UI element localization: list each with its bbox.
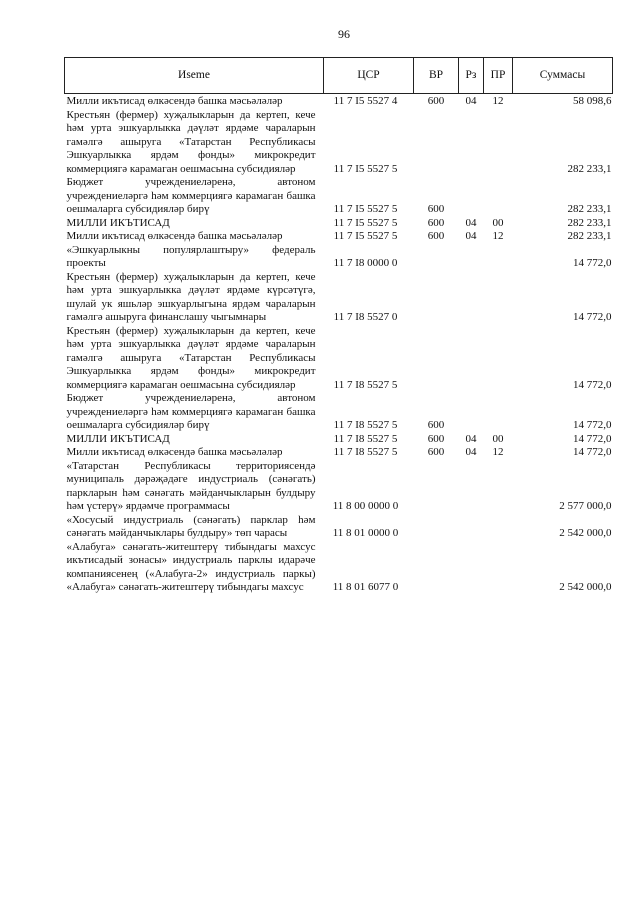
row-vr: 600	[427, 446, 445, 458]
table-row	[65, 217, 613, 231]
row-csr: 11 7 I8 5527 5	[333, 432, 398, 445]
row-name: «Хосусый индустриаль (сәнәгать) парклар һәм сәнәгать мәйданчыклары булдыру» төп чарасы	[66, 513, 316, 539]
row-pr: 12	[492, 446, 504, 458]
row-pr: 12	[492, 95, 504, 107]
row-name: Милли икътисад өлкәсендә башка мәсьәләләр	[66, 230, 283, 242]
row-vr: 600	[427, 230, 445, 242]
row-pr	[484, 460, 513, 514]
table-row	[65, 541, 613, 595]
row-name: Крестьян (фермер) хуҗалыкларын да кертеп, кече һәм урта эшкуарлыкка дәүләт ярдәме күрсәтүгә, шулай ук яшьләр эшкуарлыгына ярдәм чараларын гамәлгә ашыруга финанслашу чыгымнары	[66, 270, 316, 323]
row-rz	[459, 392, 484, 433]
row-csr: 11 8 00 0000 0	[332, 500, 399, 512]
row-name: Бюджет учреждениеләренә, автоном учреждениеләргә һәм коммерциягә карамаган башка оешмаларга субсидияләр бирү	[66, 392, 316, 431]
row-pr	[484, 541, 513, 595]
row-sum: 14 772,0	[573, 311, 612, 323]
row-name: «Эшкуарлыкны популярлаштыру» федераль проекты	[66, 243, 316, 269]
row-name: Бюджет учреждениеләренә, автоном учреждениеләргә һәм коммерциягә карамаган башка оешмаларга субсидияләр бирү	[66, 176, 316, 215]
header-pr: ПР	[484, 58, 513, 94]
row-name: Милли икътисад өлкәсендә башка мәсьәләләр	[66, 446, 283, 458]
row-csr: 11 7 I8 5527 5	[333, 419, 398, 431]
row-sum: 282 233,1	[567, 162, 612, 175]
row-pr	[484, 244, 513, 271]
table-row	[65, 94, 613, 109]
row-rz: 04	[465, 432, 477, 445]
table-row	[65, 244, 613, 271]
table-row	[65, 433, 613, 447]
row-pr	[484, 271, 513, 325]
table-row	[65, 392, 613, 433]
row-sum: 14 772,0	[573, 378, 612, 391]
table-row	[65, 271, 613, 325]
row-sum: 2 542 000,0	[559, 581, 612, 593]
row-csr: 11 7 I8 5527 5	[333, 446, 398, 458]
table-row	[65, 230, 613, 244]
table-row	[65, 460, 613, 514]
row-pr	[484, 514, 513, 541]
row-sum: 2 542 000,0	[559, 527, 612, 539]
row-rz	[459, 109, 484, 177]
row-name: Крестьян (фермер) хуҗалыкларын да кертеп, кече һәм урта эшкуарлыкка дәүләт ярдәме чараларын гамәлгә ашыруга «Татарстан Республикасы Эшкуарлыкка ярдәм фонды» микрокредит коммерциягә карамаган оешмасына субсидияләр	[66, 108, 316, 175]
row-rz	[459, 176, 484, 217]
row-name: «Татарстан Республикасы территориясендә муниципаль дәрәҗәдәге индустриаль (сәнәгать) паркларын һәм сәнәгать мәйданчыкларын булдыру һәм үстерү» ярдәмче программасы	[66, 459, 316, 512]
row-csr: 11 8 01 6077 0	[332, 581, 399, 593]
row-sum: 282 233,1	[567, 230, 612, 242]
row-csr: 11 7 I8 0000 0	[333, 257, 398, 269]
row-sum: 14 772,0	[573, 257, 612, 269]
row-rz: 04	[465, 95, 477, 107]
row-rz: 04	[465, 446, 477, 458]
row-csr: 11 7 I5 5527 5	[333, 162, 398, 175]
row-vr	[414, 109, 459, 177]
header-sum: Суммасы	[513, 58, 613, 94]
row-csr: 11 7 I8 5527 5	[333, 378, 398, 391]
row-name: Крестьян (фермер) хуҗалыкларын да кертеп, кече һәм урта эшкуарлыкка дәүләт ярдәме чараларын гамәлгә ашыруга «Татарстан Республикасы Эшкуарлыкка ярдәм фонды» микрокредит коммерциягә карамаган оешмасына субсидияләр	[66, 324, 316, 391]
budget-table	[64, 57, 613, 595]
header-csr: ЦСР	[324, 58, 414, 94]
header-name: Иseme	[65, 58, 324, 94]
row-name: МИЛЛИ ИКЪТИСАД	[66, 216, 170, 229]
row-sum: 14 772,0	[573, 432, 612, 445]
row-name: Милли икътисад өлкәсендә башка мәсьәләләр	[66, 95, 283, 107]
row-name: «Алабуга» сәнәгать-житештерү тибындагы махсус икътисадый зонасы» индустриаль парклы идарәче компаниясенең («Алабуга-2» индустриаль паркы) «Алабуга» сәнәгать-житештерү тибындагы махсус	[66, 540, 316, 593]
row-vr	[414, 244, 459, 271]
row-pr: 12	[492, 230, 504, 242]
table-row	[65, 446, 613, 460]
row-rz	[459, 271, 484, 325]
row-vr	[414, 271, 459, 325]
table-header-row	[65, 58, 613, 94]
row-sum: 14 772,0	[573, 419, 612, 431]
row-pr	[484, 325, 513, 393]
table-row	[65, 109, 613, 177]
row-sum: 282 233,1	[567, 216, 612, 229]
row-csr: 11 7 I5 5527 5	[333, 230, 398, 242]
row-pr	[484, 176, 513, 217]
row-vr: 600	[427, 432, 445, 445]
row-pr: 00	[492, 432, 504, 445]
row-sum: 14 772,0	[573, 446, 612, 458]
row-rz	[459, 541, 484, 595]
row-pr	[484, 109, 513, 177]
row-sum: 282 233,1	[567, 203, 612, 215]
row-vr: 600	[427, 216, 445, 229]
row-rz: 04	[465, 216, 477, 229]
row-vr: 600	[427, 419, 445, 431]
row-vr	[414, 541, 459, 595]
table-row	[65, 176, 613, 217]
row-name: МИЛЛИ ИКЪТИСАД	[66, 432, 170, 445]
page-number: 96	[338, 27, 350, 41]
row-rz	[459, 244, 484, 271]
row-vr: 600	[427, 95, 445, 107]
row-csr: 11 8 01 0000 0	[332, 527, 399, 539]
row-vr: 600	[427, 203, 445, 215]
row-vr	[414, 514, 459, 541]
row-rz	[459, 460, 484, 514]
row-pr	[484, 392, 513, 433]
row-sum: 58 098,6	[573, 95, 612, 107]
row-csr: 11 7 I5 5527 4	[333, 95, 398, 107]
row-pr: 00	[492, 216, 504, 229]
row-csr: 11 7 I5 5527 5	[333, 216, 398, 229]
row-vr	[414, 325, 459, 393]
row-sum: 2 577 000,0	[559, 500, 612, 512]
row-rz	[459, 325, 484, 393]
row-csr: 11 7 I5 5527 5	[333, 203, 398, 215]
row-vr	[414, 460, 459, 514]
row-csr: 11 7 I8 5527 0	[333, 311, 398, 323]
row-rz: 04	[465, 230, 477, 242]
header-vr: ВР	[414, 58, 459, 94]
table-row	[65, 325, 613, 393]
table-row	[65, 514, 613, 541]
header-rz: Рз	[459, 58, 484, 94]
row-rz	[459, 514, 484, 541]
